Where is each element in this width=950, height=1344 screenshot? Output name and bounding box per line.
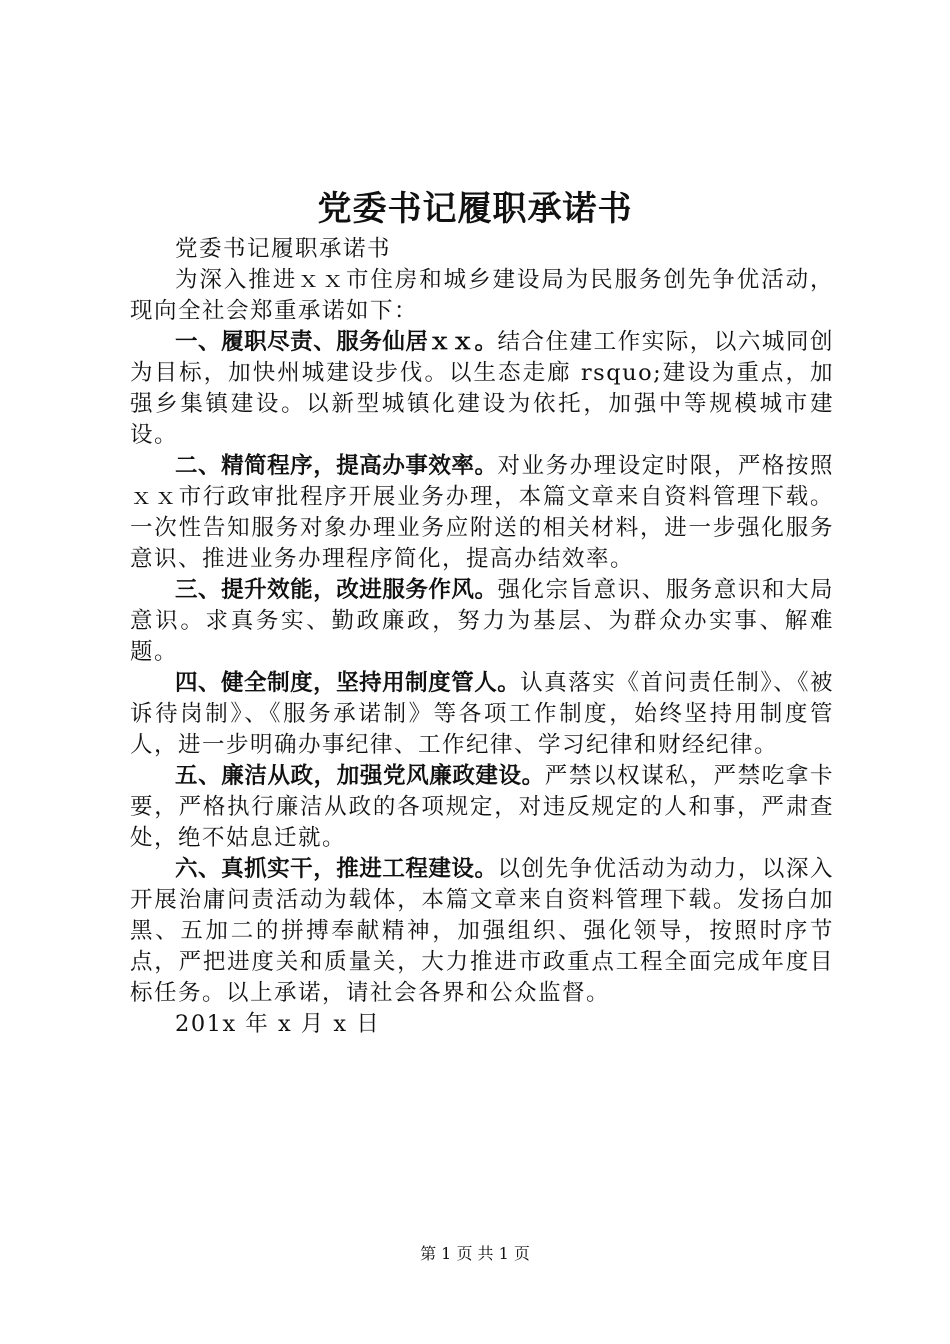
page-footer: 第 1 页 共 1 页 [420, 1244, 530, 1263]
section-text: 认真落实《首问责任制》、《被诉待岗制》、《服务承诺制》等各项工作制度，始终坚持用制度管人，进一步明确办事纪律、工作纪律、学习纪律和财经纪律。 [130, 670, 834, 758]
section-heading: 二、精简程序，提高办事效率。 [175, 453, 498, 479]
section-paragraph [130, 451, 834, 575]
document-title: 党委书记履职承诺书 [317, 189, 633, 229]
section-text: 以创先争优活动为动力，以深入开展治庸问责活动为载体，本篇文章来自资料管理下载。发扬白加黑、五加二的拼搏奉献精神，加强组织、强化领导，按照时序节点，严把进度关和质量关，大力推进市政重点工程全面完成年度目标任务。以上承诺，请社会各界和公众监督。 [130, 856, 834, 1006]
section-paragraph [130, 854, 834, 1009]
section-text: 强化宗旨意识、服务意识和大局意识。求真务实、勤政廉政，努力为基层、为群众办实事、解难题。 [130, 577, 834, 665]
document-subtitle: 党委书记履职承诺书 [175, 236, 392, 262]
intro-paragraph: 为深入推进ｘｘ市住房和城乡建设局为民服务创先争优活动，现向全社会郑重承诺如下： [130, 267, 834, 324]
section-paragraph [130, 668, 834, 761]
section-paragraph [130, 327, 834, 451]
section-text: 对业务办理设定时限，严格按照ｘｘ市行政审批程序开展业务办理，本篇文章来自资料管理下载。一次性告知服务对象办理业务应附送的相关材料，进一步强化服务意识、推进业务办理程序简化，提高办结效率。 [130, 453, 834, 572]
document-date: 201x 年 x 月 x 日 [175, 1011, 381, 1037]
section-paragraph [130, 761, 834, 854]
section-heading: 三、提升效能，改进服务作风。 [175, 577, 498, 603]
section-heading: 四、健全制度，坚持用制度管人。 [175, 670, 521, 696]
section-heading: 五、廉洁从政，加强党风廉政建设。 [175, 763, 545, 789]
section-heading: 六、真抓实干，推进工程建设。 [175, 856, 498, 882]
section-paragraph [130, 575, 834, 668]
document-body [130, 234, 834, 1040]
section-heading: 一、履职尽责、服务仙居ｘｘ。 [175, 329, 498, 355]
section-text: 严禁以权谋私，严禁吃拿卡要，严格执行廉洁从政的各项规定，对违反规定的人和事，严肃查处，绝不姑息迁就。 [130, 763, 834, 851]
section-text: 结合住建工作实际，以六城同创为目标，加快州城建设步伐。以生态走廊 rsquo;建设为重点，加强乡集镇建设。以新型城镇化建设为依托，加强中等规模城市建设。 [130, 329, 834, 448]
